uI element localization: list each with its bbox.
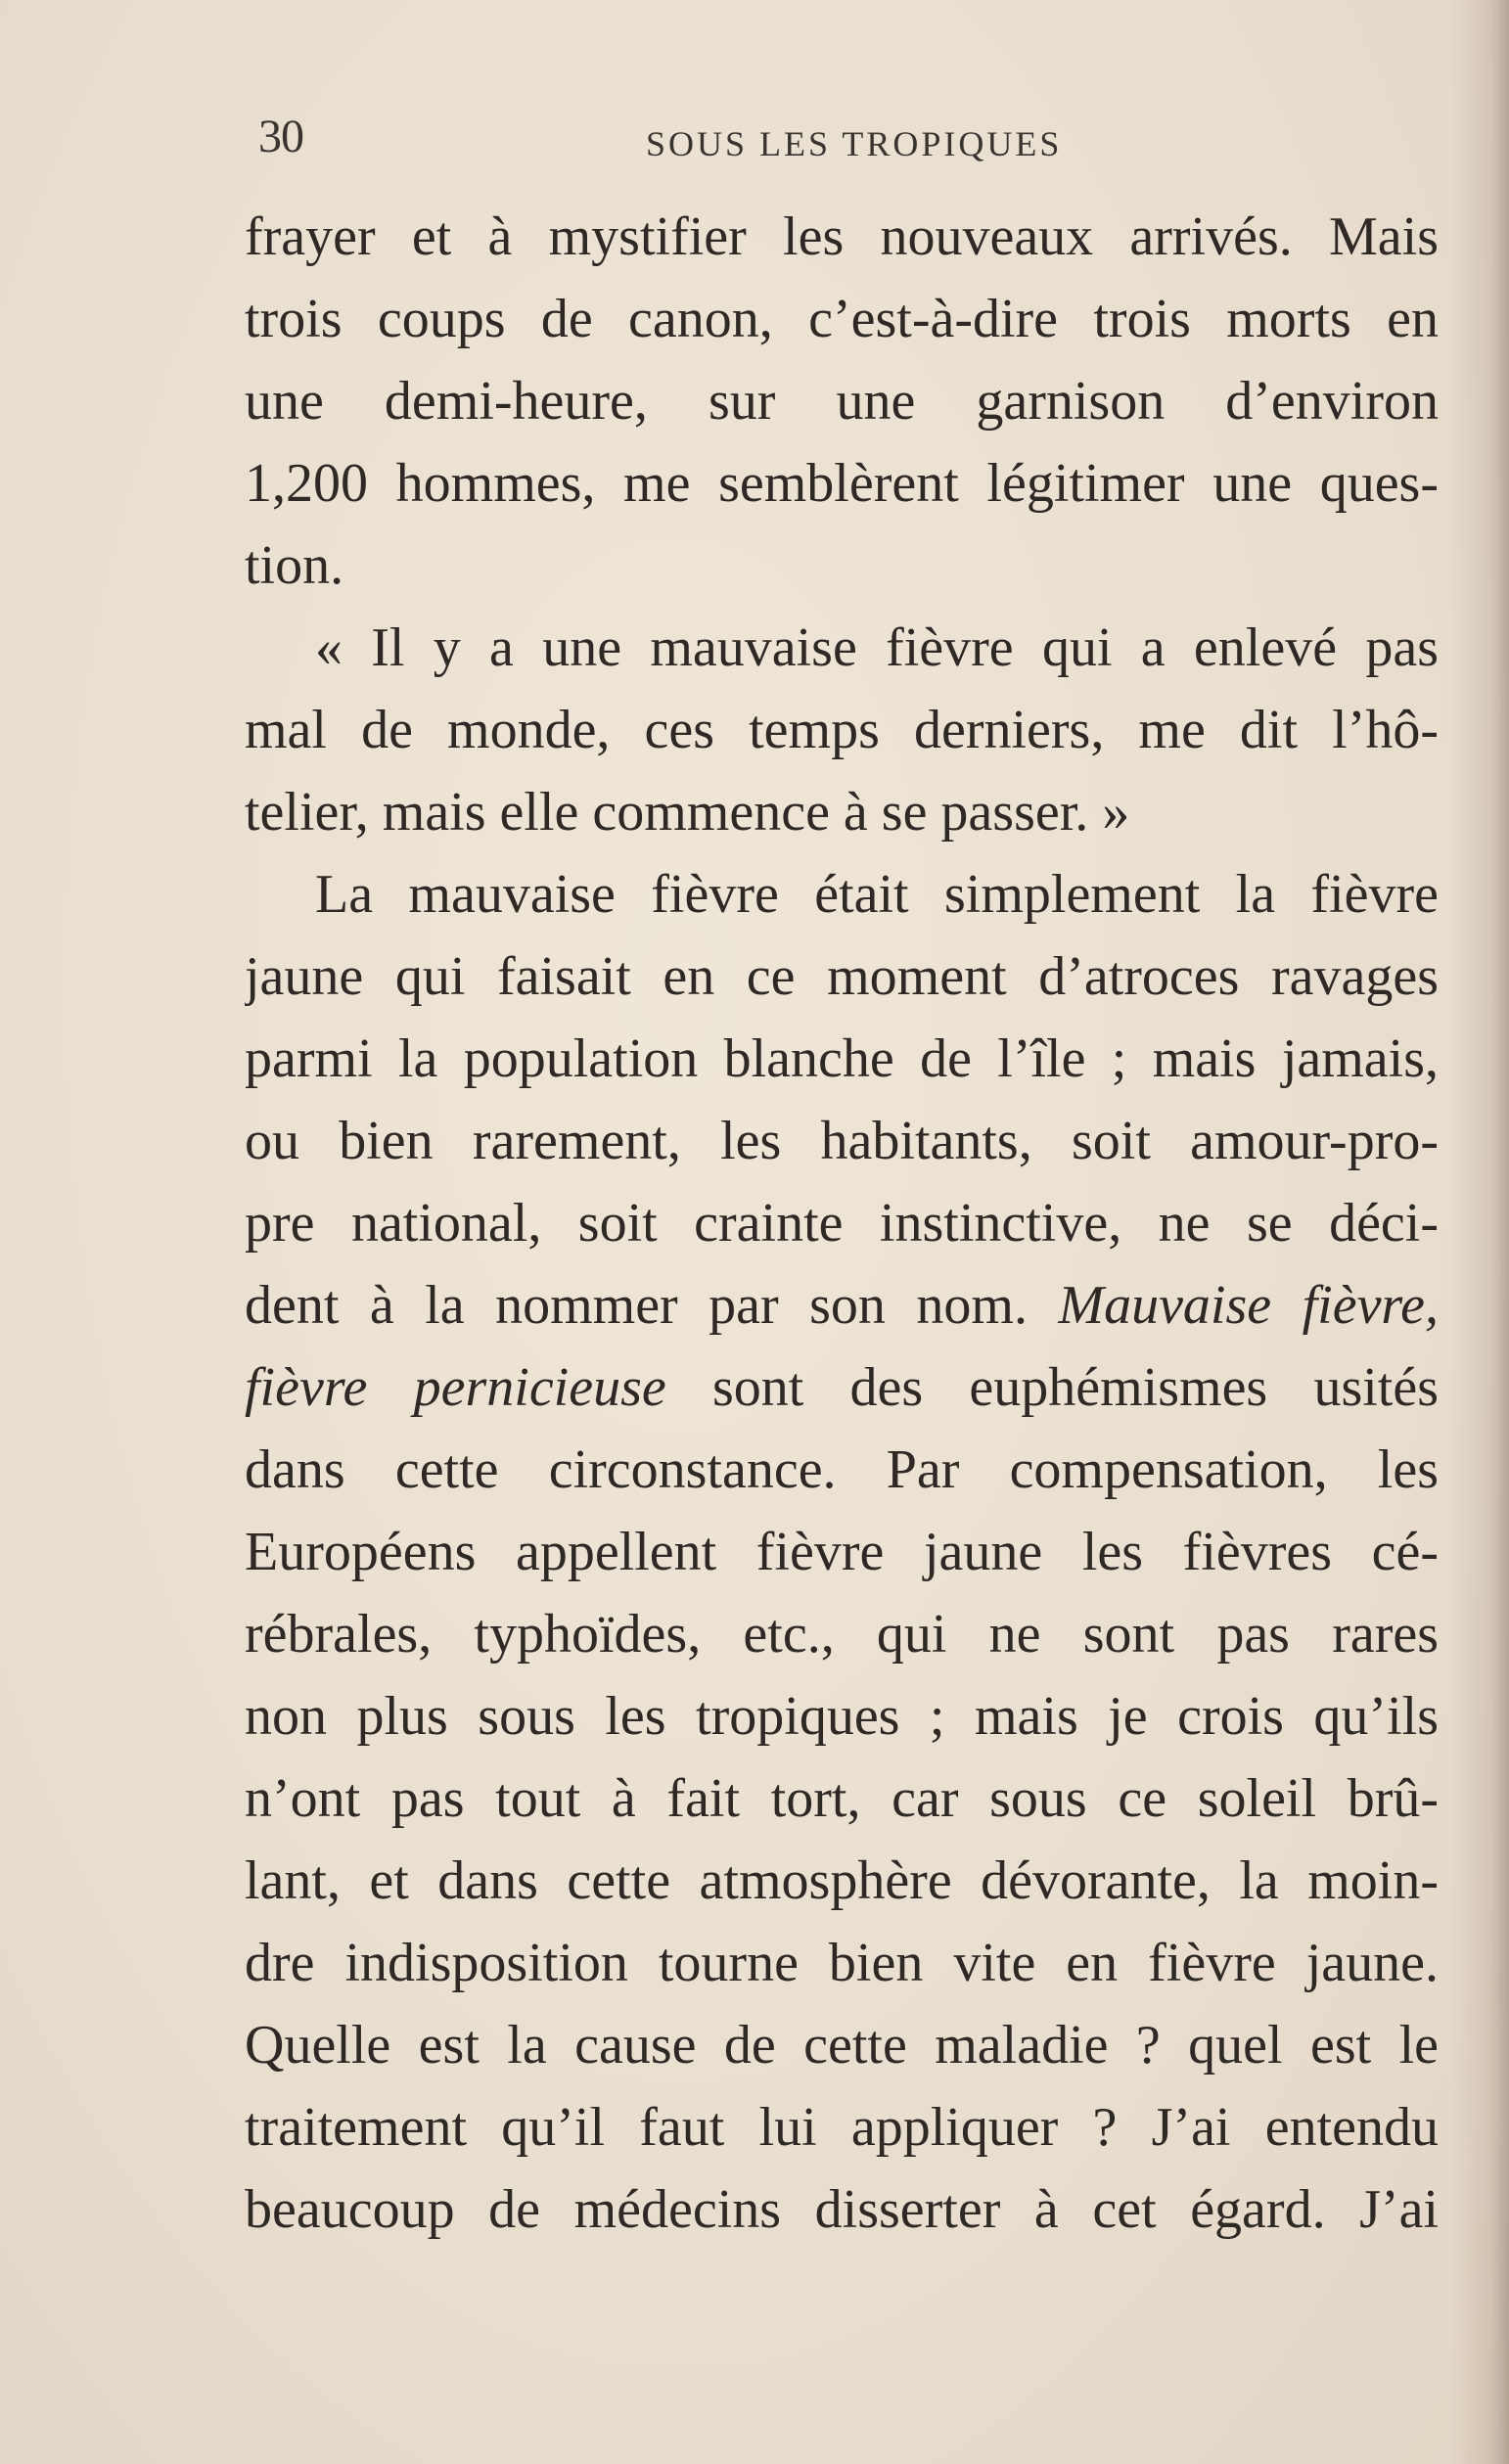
text-span: dent à la nommer par son nom. [245,1275,1059,1336]
text-line [245,1346,1439,1429]
text-line: La mauvaise fièvre était simplement la fièvre [315,864,1439,925]
text-line: lant, et dans cette atmosphère dévorante, la moin- [245,1850,1439,1911]
text-line: trois coups de canon, c’est-à-dire trois morts en [245,289,1439,349]
body-text [245,196,1439,2251]
text-span: sont des euphémismes usités [665,1357,1439,1418]
page-number: 30 [258,111,303,162]
text-line: une demi-heure, sur une garnison d’environ [245,371,1439,432]
text-line: tion. [245,535,344,596]
text-line: frayer et à mystifier les nouveaux arrivés. Mais [245,206,1439,267]
italic-text: fièvre pernicieuse [245,1357,666,1418]
text-line: rébrales, typhoïdes, etc., qui ne sont pas rares [245,1604,1439,1665]
text-line: mal de monde, ces temps derniers, me dit l’hô- [245,700,1439,760]
text-line: telier, mais elle commence à se passer. » [245,782,1130,843]
text-line: 1,200 hommes, me semblèrent légitimer une ques- [245,453,1439,514]
text-line: n’ont pas tout à fait tort, car sous ce soleil brû- [245,1768,1439,1829]
text-line: jaune qui faisait en ce moment d’atroces ravages [245,946,1439,1007]
page-header [258,110,1433,178]
text-line: Quelle est la cause de cette maladie ? quel est le [245,2015,1439,2076]
text-line: « Il y a une mauvaise fièvre qui a enlevé pas [315,617,1439,678]
text-line: ou bien rarement, les habitants, soit amour-pro- [245,1111,1439,1171]
italic-text: Mauvaise fièvre, [1058,1275,1439,1336]
text-line: beaucoup de médecins disserter à cet égard. J’ai [245,2179,1439,2240]
text-line: traitement qu’il faut lui appliquer ? J’ai entendu [245,2097,1439,2158]
text-line [245,1264,1439,1346]
page-edge-shadow [1450,0,1509,2464]
text-line: dre indisposition tourne bien vite en fièvre jaune. [245,1933,1439,1993]
text-line: Européens appellent fièvre jaune les fièvres cé- [245,1522,1439,1582]
running-head: SOUS LES TROPIQUES [646,124,1063,163]
text-line: parmi la population blanche de l’île ; mais jamais, [245,1028,1439,1089]
text-line: non plus sous les tropiques ; mais je crois qu’ils [245,1686,1439,1747]
text-line: dans cette circonstance. Par compensation, les [245,1439,1439,1500]
text-line: pre national, soit crainte instinctive, ne se déci- [245,1193,1439,1254]
